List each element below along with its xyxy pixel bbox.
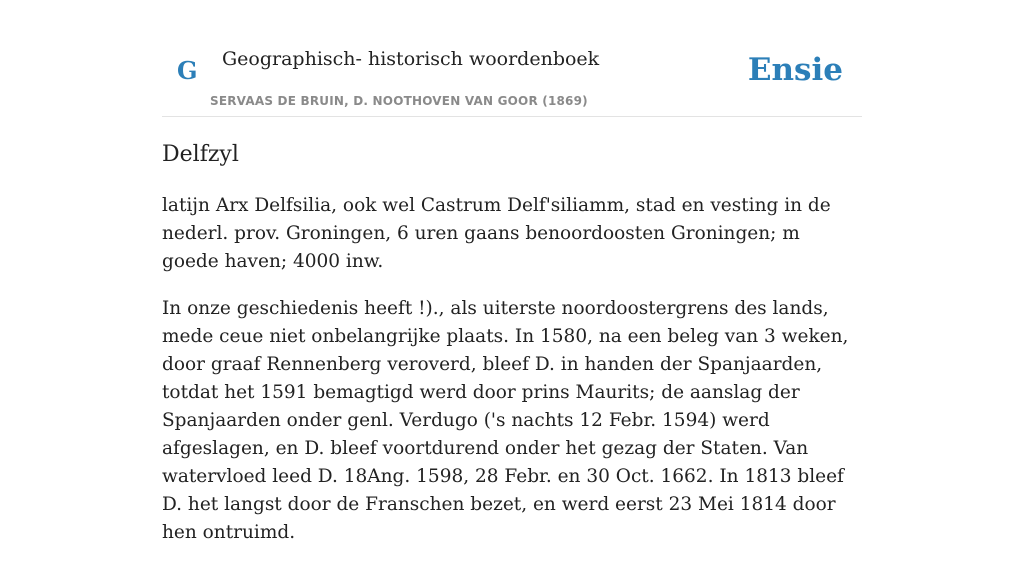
book-letter-icon[interactable]: G <box>177 56 198 85</box>
entry-paragraph: In onze geschiedenis heeft !)., als uiterste noordoostergrens des lands, mede ceue niet onbelangrijke plaats. In 1580, na een beleg van 3 weken, door graaf Rennenberg veroverd, bleef D. in handen der Spanjaarden, totdat het 1591 bemagtigd werd door prins Maurits; de aanslag der Spanjaarden onder genl. Verdugo ('s nachts 12 Febr. 1594) werd afgeslagen, en D. bleef voortdurend onder het gezag der Staten. Van watervloed leed D. 18Ang. 1598, 28 Febr. en 30 Oct. 1662. In 1813 bleef D. het langst door de Franschen bezet, en werd eerst 23 Mei 1814 door hen ontruimd. <box>162 298 849 543</box>
book-title-link[interactable]: Geographisch- historisch woordenboek <box>222 48 600 70</box>
entry-paragraph: latijn Arx Delfsilia, ook wel Castrum Delf'siliamm, stad en vesting in de nederl. prov. Groningen, 6 uren gaans benoordoosten Groningen; m goede haven; 4000 inw. <box>162 195 831 272</box>
header <box>162 0 862 117</box>
brand-logo-link[interactable]: Ensie <box>747 52 843 88</box>
entry-title: Delfzyl <box>162 142 239 167</box>
page <box>162 0 862 543</box>
entry-body <box>162 192 862 566</box>
book-author: SERVAAS DE BRUIN, D. NOOTHOVEN VAN GOOR (1869) <box>210 94 588 108</box>
